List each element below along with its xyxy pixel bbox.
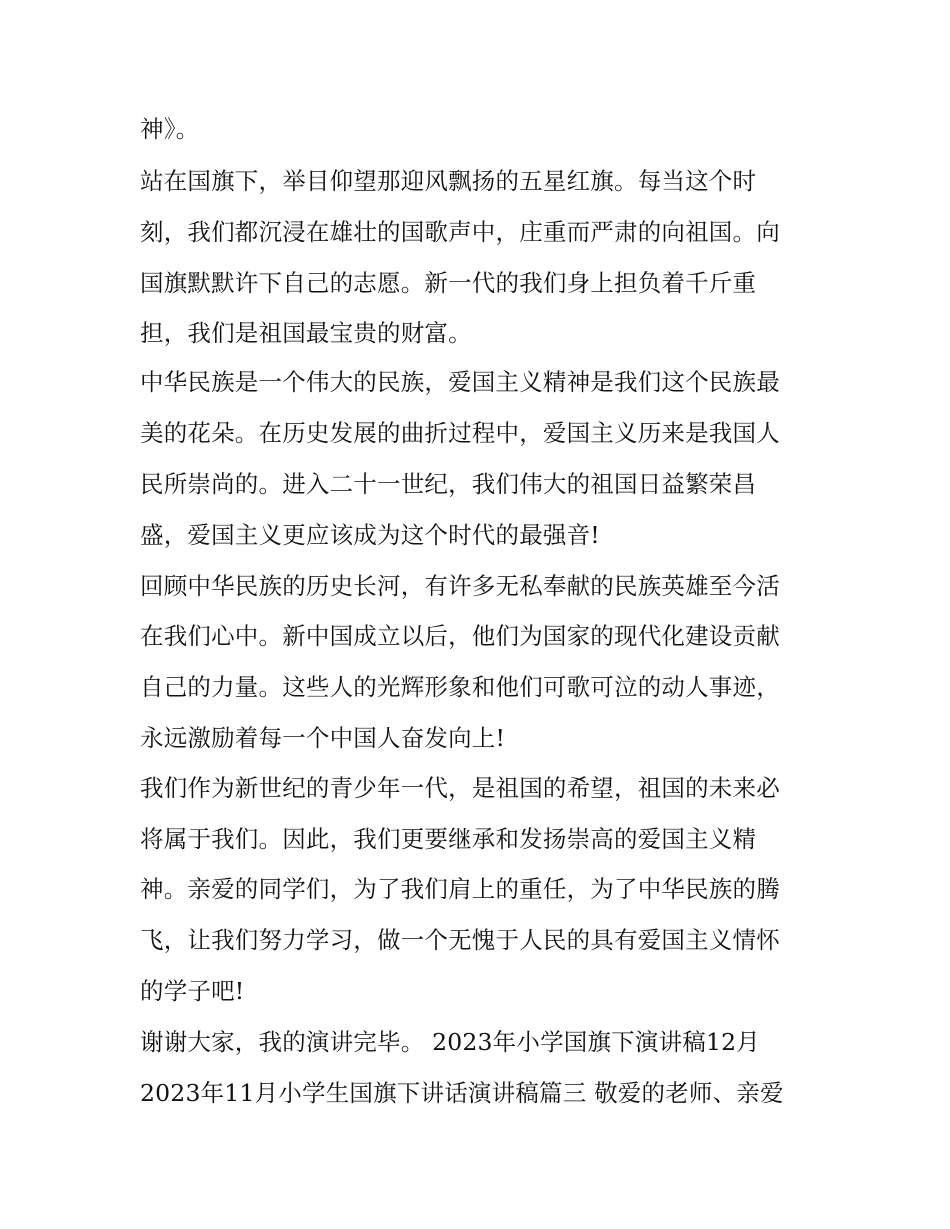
text-line: 盛，爱国主义更应该成为这个时代的最强音! [140,521,600,549]
text-line: 我们作为新世纪的青少年一代，是祖国的希望，祖国的未来必 [140,774,780,802]
text-line: 美的花朵。在历史发展的曲折过程中，爱国主义历来是我国人 [140,419,780,447]
text-line: 的学子吧! [140,977,245,1005]
text-line: 永远激励着每一个中国人奋发向上! [140,724,506,752]
text-line: 神》。 [140,115,200,143]
text-line: 2023年11月小学生国旗下讲话演讲稿篇三 敬爱的老师、亲爱 [140,1079,784,1107]
text-line: 中华民族是一个伟大的民族，爱国主义精神是我们这个民族最 [140,368,780,396]
text-line: 谢谢大家，我的演讲完毕。 2023年小学国旗下演讲稿12月 [140,1028,760,1056]
text-line: 刻，我们都沉浸在雄壮的国歌声中，庄重而严肃的向祖国。向 [140,218,780,246]
text-line: 在我们心中。新中国成立以后，他们为国家的现代化建设贡献 [140,622,780,650]
text-line: 国旗默默许下自己的志愿。新一代的我们身上担负着千斤重 [140,269,757,297]
text-line: 担，我们是祖国最宝贵的财富。 [140,319,472,347]
text-line: 将属于我们。因此，我们更要继承和发扬崇高的爱国主义精 [140,825,757,853]
text-line: 自己的力量。这些人的光辉形象和他们可歌可泣的动人事迹， [140,673,780,701]
text-line: 站在国旗下，举目仰望那迎风飘扬的五星红旗。每当这个时 [140,167,757,195]
text-line: 回顾中华民族的历史长河，有许多无私奉献的民族英雄至今活 [140,572,780,600]
text-line: 民所崇尚的。进入二十一世纪，我们伟大的祖国日益繁荣昌 [140,470,757,498]
text-line: 飞，让我们努力学习，做一个无愧于人民的具有爱国主义情怀 [140,926,780,954]
text-line: 神。亲爱的同学们，为了我们肩上的重任，为了中华民族的腾 [140,875,780,903]
